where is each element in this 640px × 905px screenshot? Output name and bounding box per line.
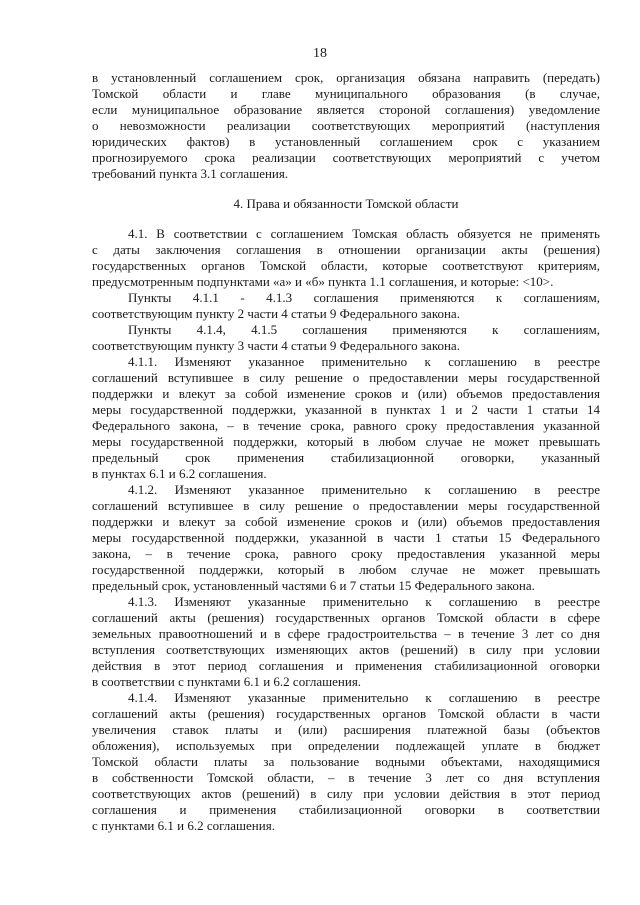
text-line: 4.1.1. Изменяют указанное применительно к соглашению в реестре [128, 354, 600, 369]
text-line: Пункты 4.1.1 - 4.1.3 соглашения применяются к соглашениям, [128, 290, 600, 305]
text-line: меры государственной поддержки, который в любом случае не может превышать [92, 434, 600, 449]
paragraph-4-1 [92, 226, 600, 290]
text-line: государственных органов Томской области, которые соответствуют критериям, [92, 258, 600, 273]
text-line: в установленный соглашением срок, организация обязана направить (передать) [92, 70, 600, 85]
paragraph-intro [92, 70, 600, 182]
text-line: государственной поддержки, который в любом случае не может превышать [92, 562, 600, 577]
text-line: 4.1. В соответствии с соглашением Томская область обязуется не применять [128, 226, 600, 241]
text-line: поддержки и влекут за собой изменение сроков и (или) объемов предоставления [92, 386, 600, 401]
text-line: предусмотренным подпунктами «а» и «б» пункта 1.1 соглашения, и которые: <10>. [92, 274, 554, 289]
text-line: 4.1.4. Изменяют указанные применительно к соглашению в реестре [128, 690, 600, 705]
text-line: соответствующим пункту 2 части 4 статьи 9 Федерального закона. [92, 306, 460, 321]
text-line: обложения), используемых при определении подлежащей уплате в бюджет [92, 738, 600, 753]
text-line: соглашений вступившее в силу решение о предоставлении меры государственной [92, 370, 600, 385]
text-line: предельный срок, установленный частями 6 и 7 статьи 15 Федерального закона. [92, 578, 535, 593]
text-line: юридических фактов) в установленный соглашением срок с указанием [92, 134, 600, 149]
text-line: с пунктами 6.1 и 6.2 соглашения. [92, 818, 275, 833]
paragraph-4-1-3 [92, 594, 600, 690]
document-body [92, 70, 600, 834]
text-line: увеличения ставок платы и (или) расширения платежной базы (объектов [92, 722, 600, 737]
paragraph-points-4-1-1-to-4-1-3 [92, 290, 600, 322]
text-line: меры государственной поддержки, указанной в пунктах 1 и 2 части 1 статьи 14 [92, 402, 600, 417]
text-line: с даты заключения соглашения в отношении организации акты (решения) [92, 242, 600, 257]
text-line: соответствующих актов (решений) в силу при условии действия в этот период [92, 786, 600, 801]
text-line: если муниципальное образование является стороной соглашения) уведомление [92, 102, 600, 117]
text-line: прогнозируемого срока реализации соответствующих мероприятий с учетом [92, 150, 600, 165]
text-line: соглашений акты (решения) государственных органов Томской области в сфере [92, 610, 600, 625]
text-line: требований пункта 3.1 соглашения. [92, 166, 289, 181]
text-line: вступления соответствующих изменяющих актов (решений) в силу при условии [92, 642, 600, 657]
text-line: о невозможности реализации соответствующих мероприятий (наступления [92, 118, 600, 133]
text-line: действия в этот период соглашения и применения стабилизационной оговорки [92, 658, 600, 673]
text-line: земельных правоотношений и в сфере градостроительства – в течение 3 лет со дня [92, 626, 600, 641]
text-line: Томской области и главе муниципального образования (в случае, [92, 86, 600, 101]
text-line: 4.1.2. Изменяют указанное применительно к соглашению в реестре [128, 482, 600, 497]
text-line: закона, – в течение срока, равного сроку предоставления указанной меры [92, 546, 600, 561]
text-line: в соответствии с пунктами 6.1 и 6.2 соглашения. [92, 674, 362, 689]
text-line: в пунктах 6.1 и 6.2 соглашения. [92, 466, 267, 481]
text-line: соглашений вступившее в силу решение о предоставлении меры государственной [92, 498, 600, 513]
text-line: Федерального закона, – в течение срока, равного сроку предоставления указанной [92, 418, 600, 433]
paragraph-points-4-1-4-4-1-5 [92, 322, 600, 354]
text-line: меры государственной поддержки, указанной в части 1 статьи 15 Федерального [92, 530, 600, 545]
paragraph-4-1-2 [92, 482, 600, 594]
page-number: 18 [313, 46, 327, 61]
text-line: поддержки и влекут за собой изменение сроков и (или) объемов предоставления [92, 514, 600, 529]
text-line: соглашения и применения стабилизационной оговорки в соответствии [92, 802, 600, 817]
text-line: в собственности Томской области, – в течение 3 лет со дня вступления [92, 770, 600, 785]
text-line: предельный срок применения стабилизационной оговорки, указанный [92, 450, 600, 465]
text-line: Пункты 4.1.4, 4.1.5 соглашения применяются к соглашениям, [128, 322, 600, 337]
text-line: Томской области платы за пользование водными объектами, находящимися [92, 754, 600, 769]
paragraph-4-1-1 [92, 354, 600, 482]
text-line: соответствующим пункту 3 части 4 статьи 9 Федерального закона. [92, 338, 460, 353]
paragraph-4-1-4 [92, 690, 600, 834]
text-line: соглашений акты (решения) государственных органов Томской области в части [92, 706, 600, 721]
section-heading: 4. Права и обязанности Томской области [233, 196, 459, 211]
text-line: 4.1.3. Изменяют указанные применительно к соглашению в реестре [128, 594, 600, 609]
